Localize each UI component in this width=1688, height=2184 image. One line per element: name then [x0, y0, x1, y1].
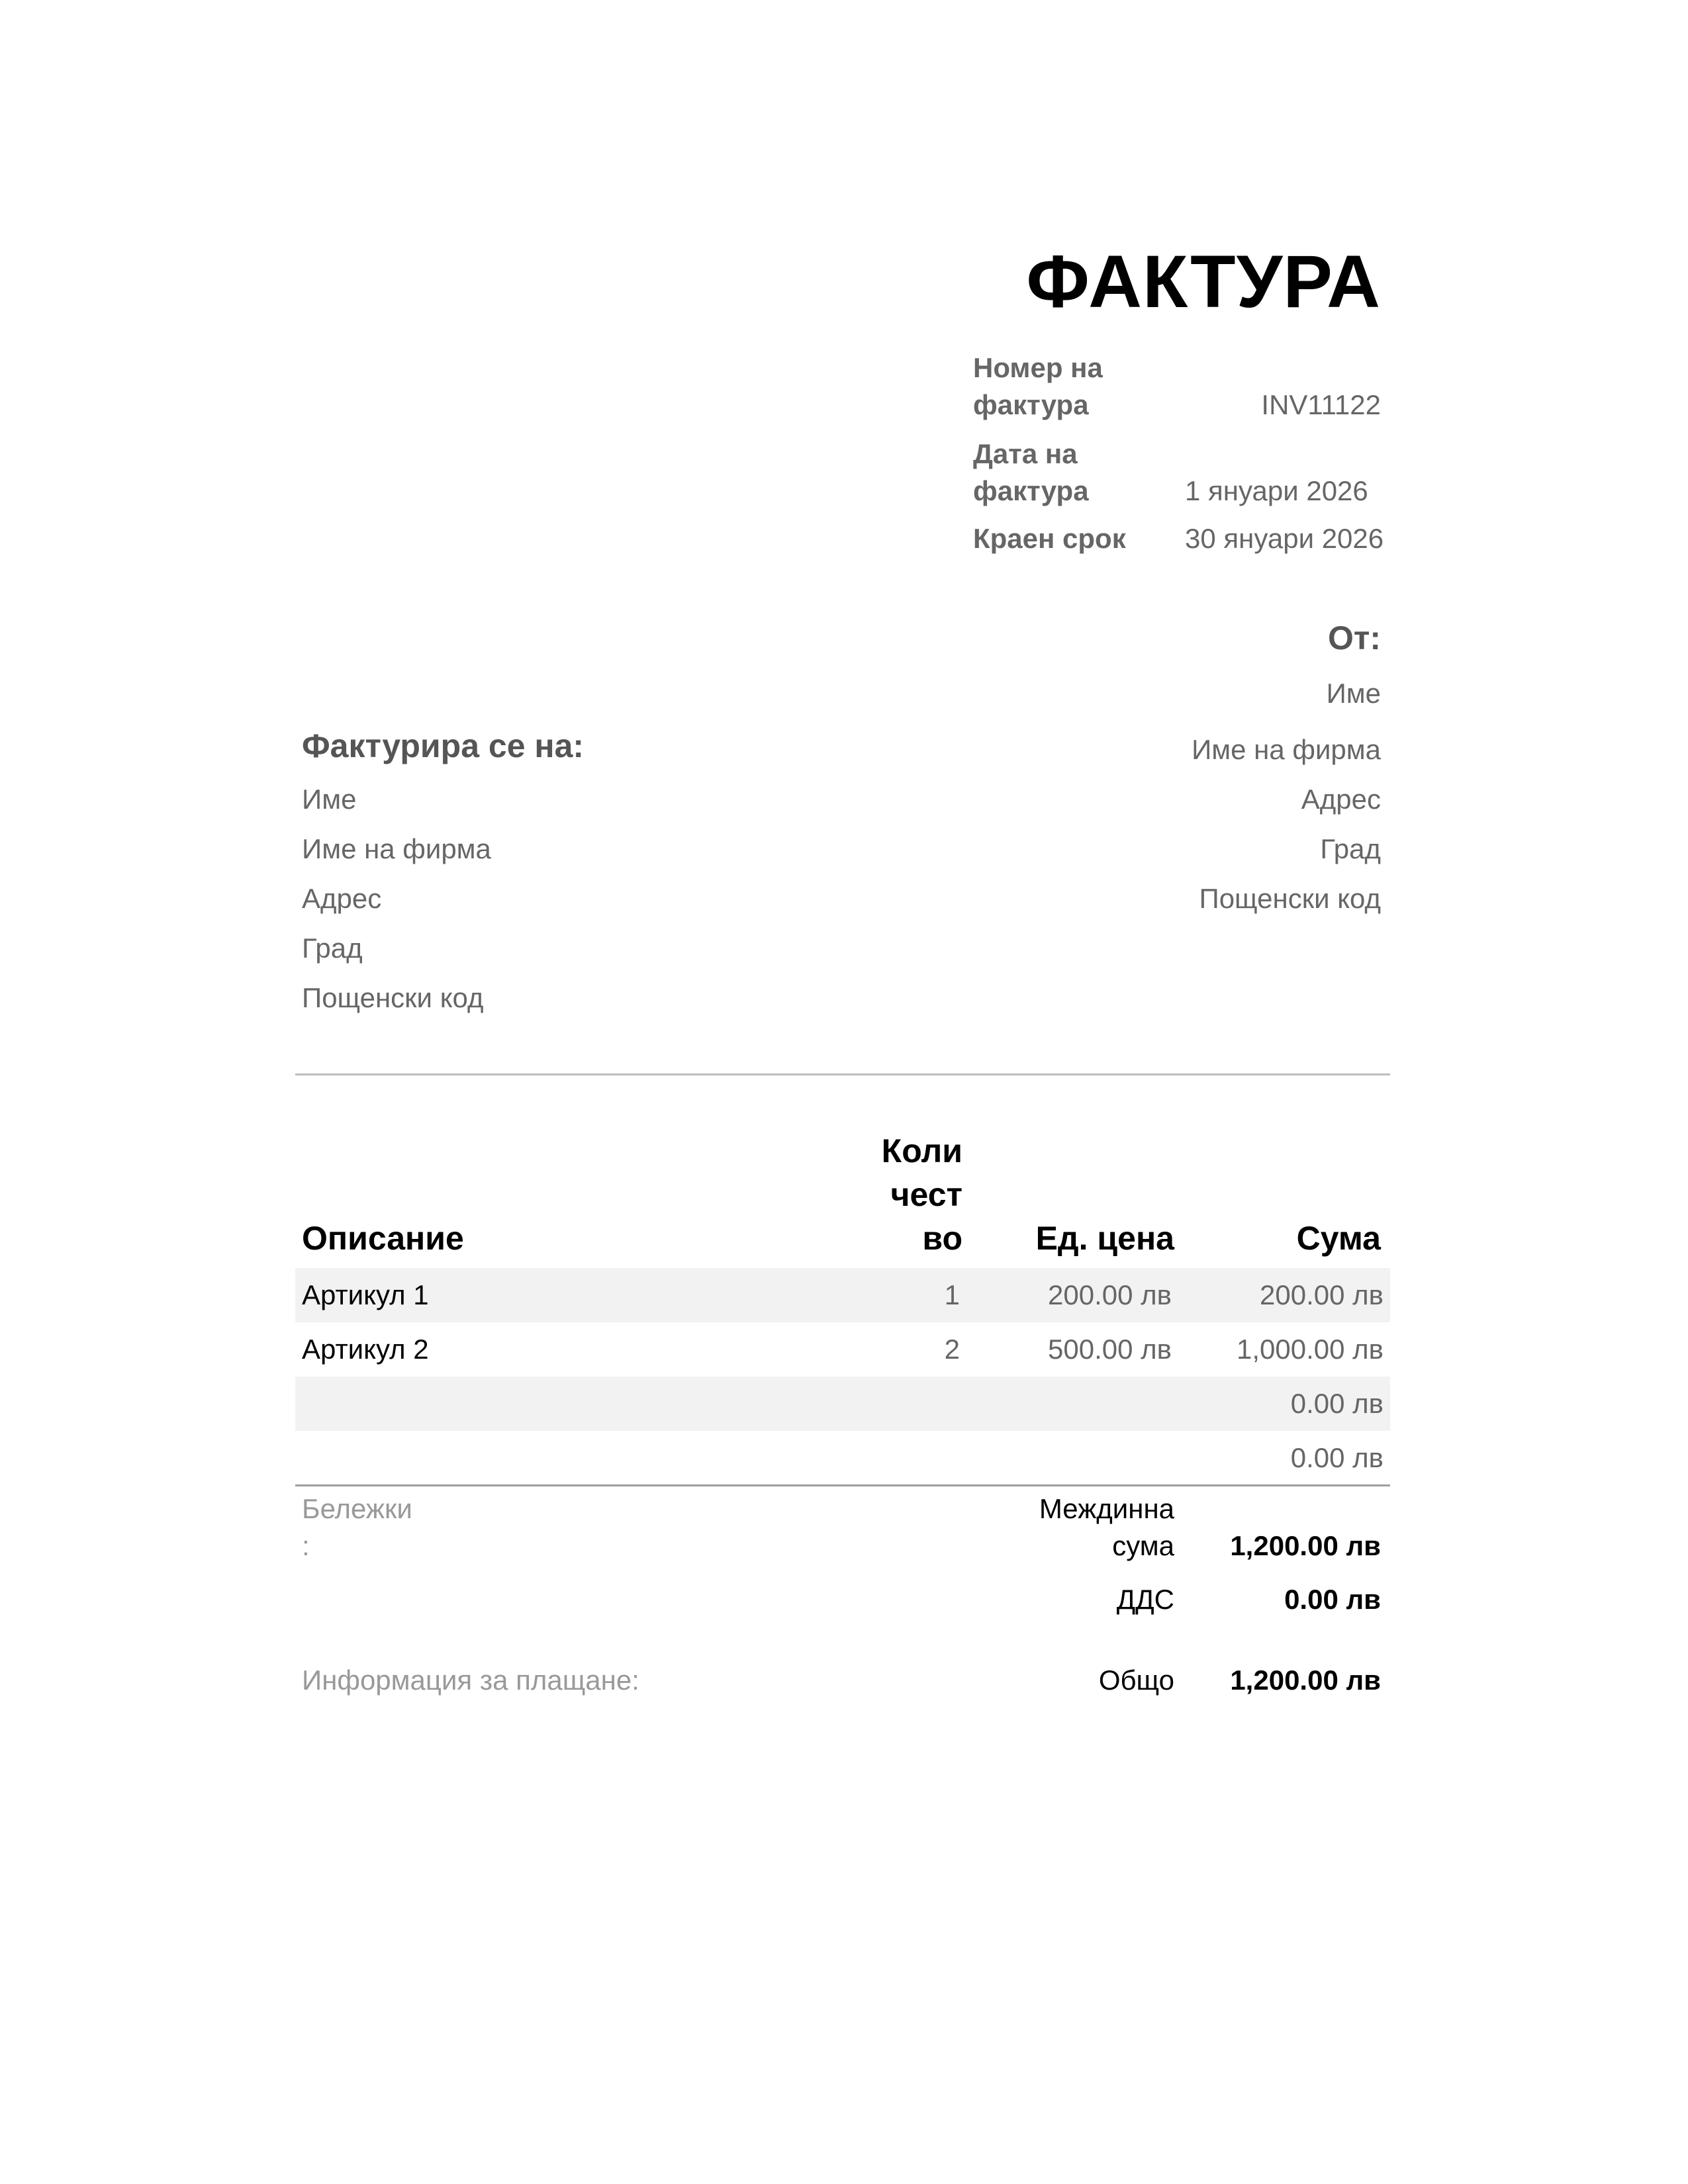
bill-to-city: Град	[302, 933, 363, 964]
row-unit-price: 200.00 лв	[1048, 1279, 1172, 1310]
table-row	[295, 1431, 1390, 1485]
vat-value: 0.00 лв	[1284, 1584, 1381, 1615]
invoice-number-value: INV11122	[1261, 389, 1381, 420]
invoice-number-label-line1: Номер на	[973, 352, 1103, 383]
row-amount: 1,000.00 лв	[1237, 1334, 1383, 1365]
row-unit-price: 500.00 лв	[1048, 1334, 1172, 1365]
bill-to-address: Адрес	[302, 883, 382, 914]
table-row	[295, 1268, 1390, 1322]
due-date-label: Краен срок	[973, 523, 1126, 554]
column-header-unit-price: Ед. цена	[1035, 1220, 1174, 1257]
bill-to-postal-code: Пощенски код	[302, 982, 484, 1013]
invoice-number-label-line2: фактура	[973, 389, 1089, 420]
subtotal-value: 1,200.00 лв	[1230, 1530, 1381, 1561]
invoice-date-value: 1 януари 2026	[1185, 475, 1368, 506]
from-address: Адрес	[1301, 784, 1381, 815]
row-quantity: 1	[944, 1279, 960, 1310]
table-row	[295, 1377, 1390, 1431]
row-description: Артикул 2	[302, 1334, 429, 1365]
payment-info-label: Информация за плащане:	[302, 1664, 639, 1696]
column-header-description: Описание	[302, 1220, 464, 1257]
subtotal-label-line2: сума	[1112, 1530, 1174, 1561]
bill-to-name: Име	[302, 784, 357, 815]
from-company: Име на фирма	[1192, 734, 1381, 765]
total-label: Общо	[1098, 1664, 1174, 1696]
section-divider	[295, 1073, 1390, 1075]
table-bottom-line	[295, 1484, 1390, 1486]
column-header-qty-line2: чест	[890, 1176, 962, 1213]
row-amount: 0.00 лв	[1290, 1388, 1383, 1419]
column-header-qty-line3: во	[922, 1220, 962, 1257]
invoice-date-label-line1: Дата на	[973, 438, 1078, 469]
row-description: Артикул 1	[302, 1279, 429, 1310]
from-city: Град	[1320, 833, 1381, 864]
due-date-value: 30 януари 2026	[1185, 523, 1384, 554]
invoice-title: ФАКТУРА	[1026, 240, 1381, 323]
vat-label: ДДС	[1116, 1584, 1174, 1615]
from-name: Име	[1326, 678, 1381, 709]
column-header-qty-line1: Коли	[881, 1132, 962, 1169]
row-quantity: 2	[944, 1334, 960, 1365]
bill-to-heading: Фактурира се на:	[302, 727, 585, 764]
column-header-amount: Сума	[1296, 1220, 1381, 1257]
row-amount: 200.00 лв	[1260, 1279, 1383, 1310]
invoice-date-label-line2: фактура	[973, 475, 1089, 506]
row-amount: 0.00 лв	[1290, 1442, 1383, 1473]
from-heading: От:	[1327, 619, 1381, 657]
total-value: 1,200.00 лв	[1230, 1664, 1381, 1696]
subtotal-label-line1: Междинна	[1039, 1493, 1174, 1524]
from-postal-code: Пощенски код	[1199, 883, 1381, 914]
notes-label-line1: Бележки	[302, 1493, 412, 1524]
notes-label-line2: :	[302, 1530, 310, 1561]
table-row	[295, 1322, 1390, 1377]
bill-to-company: Име на фирма	[302, 833, 491, 864]
